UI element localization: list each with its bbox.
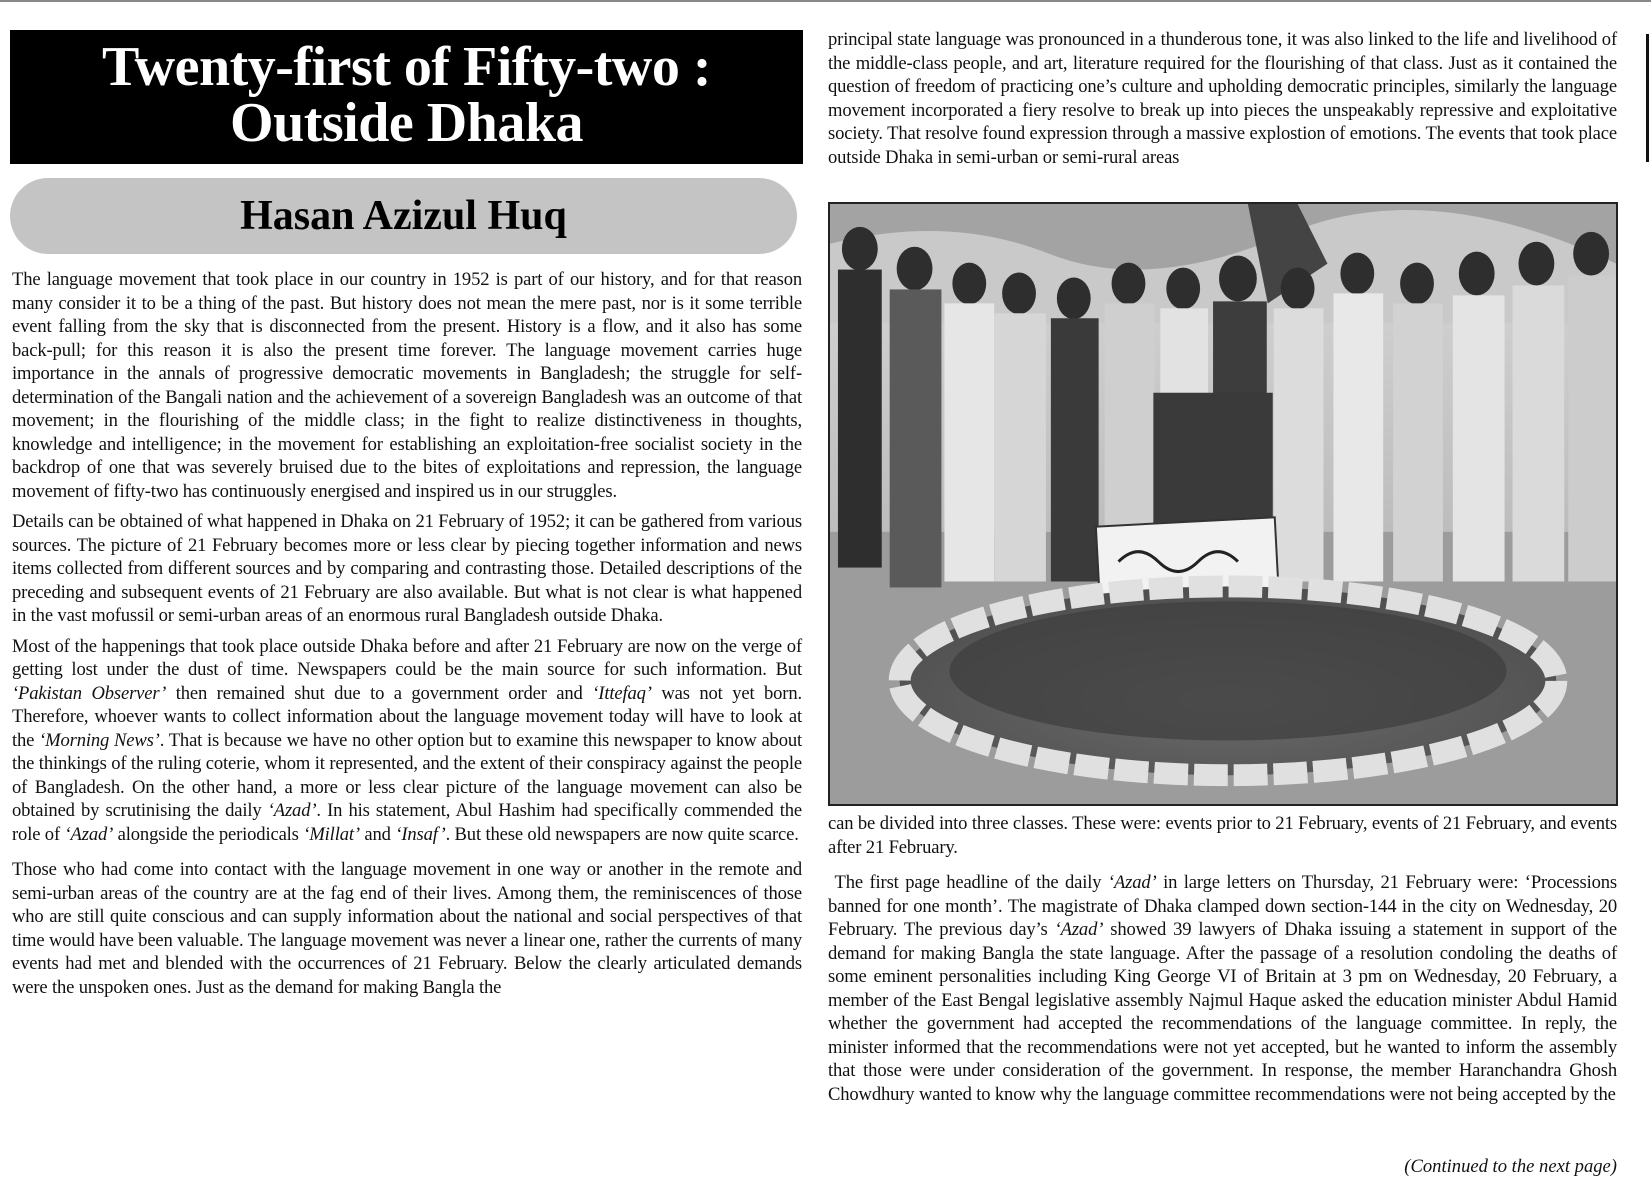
title-line-2: Outside Dhaka	[230, 92, 583, 154]
article-title	[10, 30, 803, 164]
paragraph-4: Those who had come into contact with the language movement in one way or another in the remote and semi-urban areas of the country are at the fag end of their lives. Among them, the reminiscences of those who are still quite conscious and can supply information about the national and social perspectives of that time would have been valuable. The language movement was never a linear one, rather the currents of many events had met and blended with the occurrences of 21 February. Below the clearly articulated demands were the unspoken ones. Just as the demand for making Bangla the	[12, 859, 802, 998]
right-column-top	[828, 28, 1617, 176]
paragraph-after-photo: can be divided into three classes. These were: events prior to 21 February, events of 21 February, and events after 21 February.	[828, 813, 1617, 858]
continued-note: (Continued to the next page)	[1404, 1156, 1617, 1177]
author-byline: Hasan Azizul Huq	[10, 178, 797, 254]
column-edge-rule	[1646, 34, 1649, 162]
photo-illustration	[830, 204, 1616, 804]
historical-photo	[828, 202, 1618, 806]
paragraph-1: The language movement that took place in our country in 1952 is part of our history, and for that reason many consider it to be a thing of the past. But history does not mean the mere past, nor is it some terrible event falling from the sky that is disconnected from the present. History is a flow, and it also has some back-pull; for this reason it is also the present time forever. The language movement carries huge importance in the annals of progressive democratic movements in Bangladesh; the struggle for self-determination of the Bangali nation and the achievement of a sovereign Bangladesh was an outcome of that movement; in the flourishing of the middle class; in the fight to realize distinctiveness in thoughts, knowledge and intelligence; in the movement for establishing an exploitation-free socialist society in the backdrop of one that was severely bruised due to the bites of exploitations and repression, the language movement of fifty-two has continuously energised and inspired us in our struggles.	[12, 269, 802, 502]
left-column	[12, 268, 802, 1006]
paragraph-azad-headline: The first page headline of the daily ‘Azad’ in large letters on Thursday, 21 February were: ‘Processions banned for one month’. The magistrate of Dhaka clamped down section-144 in the city on Wednesday, 20 February. The previous day’s ‘Azad’ showed 39 lawyers of Dhaka issuing a statement in support of the demand for making Bangla the state language. After the passage of a resolution condoling the deaths of some eminent personalities including King George VI of Britain at 3 pm on Wednesday, 20 February, a member of the East Bengal legislative assembly Najmul Haque asked the education minister Abdul Hamid whether the government had accepted the recommendations of the language committee. In reply, the minister informed that the recommendations were not yet accepted, but he wanted to inform the assembly that those were under consideration of the government. In response, the member Haranchandra Ghosh Chowdhury wanted to know why the language committee recommendations were not being accepted by the	[828, 872, 1617, 1105]
title-line-1: Twenty-first of Fifty-two :	[101, 36, 712, 98]
paragraph-3: Most of the happenings that took place outside Dhaka before and after 21 February are now on the verge of getting lost under the dust of time. Newspapers could be the main source for such information. But ‘Pakistan Observer’ then remained shut due to a government order and ‘Ittefaq’ was not yet born. Therefore, whoever wants to collect information about the language movement today will have to look at the ‘Morning News’. That is because we have no other option but to examine this newspaper to know about the thinkings of the ruling coterie, whom it represented, and the extent of their conspiracy against the people of Bangladesh. On the other hand, a more or less clear picture of the language movement can also be obtained by scrutinising the daily ‘Azad’. In his statement, Abul Hashim had specifically commended the role of ‘Azad’ alongside the periodicals ‘Millat’ and ‘Insaf’. But these old newspapers are now quite scarce.	[12, 635, 802, 845]
right-column-bottom	[828, 812, 1617, 1113]
top-rule	[0, 0, 1651, 2]
paragraph-2: Details can be obtained of what happened in Dhaka on 21 February of 1952; it can be gathered from various sources. The picture of 21 February becomes more or less clear by piecing together information and news items collected from different sources and by comparing and contrasting those. Detailed descriptions of the preceding and subsequent events of 21 February are also available. But what is not clear is what happened in the vast mofussil or semi-urban areas of an enormous rural Bangladesh outside Dhaka.	[12, 511, 802, 626]
paragraph-4-continued: principal state language was pronounced in a thunderous tone, it was also linked to the life and livelihood of the middle-class people, and art, literature required for the flourishing of that class. Just as it contained the question of freedom of practicing one’s culture and upholding democratic principles, similarly the language movement incorporated a fiery resolve to break up into pieces the unspeakably repressive and exploitative society. That resolve found expression through a massive explostion of emotions. The events that took place outside Dhaka in semi-urban or semi-rural areas	[828, 29, 1617, 168]
